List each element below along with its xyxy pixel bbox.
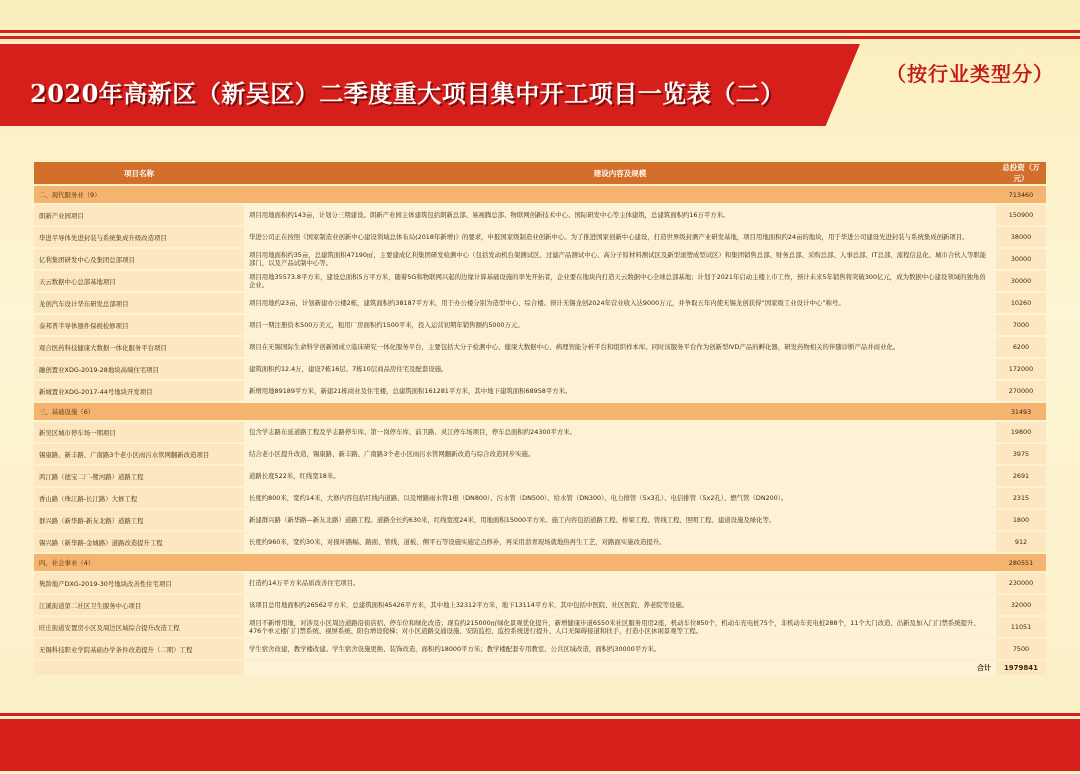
content-cell: 新增用地89189平方米，新建21栋商业及住宅楼，总建筑面积161281平方米，其中地下建筑面积68958平方米。 [244, 381, 996, 401]
table-row [34, 595, 1046, 615]
page-subtitle: （按行业类型分） [886, 62, 1054, 86]
project-name-cell: 四、社会事业（4） [34, 554, 244, 571]
bottom-decorative-band [0, 713, 1080, 774]
investment-cell: 912 [996, 532, 1046, 552]
table-row [34, 639, 1046, 659]
investment-cell: 32000 [996, 595, 1046, 615]
project-name-cell: 华进半导体先进封装与系统集成升级改造项目 [34, 227, 244, 247]
project-name-cell: 亿利集团研发中心及集团总部项目 [34, 249, 244, 269]
table-row [34, 488, 1046, 508]
category-row [34, 186, 1046, 203]
table-row [34, 359, 1046, 379]
top-decorative-stripes [0, 30, 1080, 44]
investment-cell: 3975 [996, 444, 1046, 464]
page-title: 2020年高新区（新吴区）二季度重大项目集中开工项目一览表（二） [30, 79, 785, 108]
project-name-cell: 江溪街道第二社区卫生服务中心项目 [34, 595, 244, 615]
project-name-cell: 隽龄地产DXG-2019-30号地块改善性住宅项目 [34, 573, 244, 593]
content-cell: 新建群兴路（新华路—新友北路）道路工程。道路全长约630米，红线宽度24米，用地面积15000平方米。施工内容包括道路工程、桥梁工程、管线工程、照明工程、建道设施及绿化等。 [244, 510, 996, 530]
content-cell: 该项目总用地面积约26562平方米，总建筑面积45426平方米，其中地上32312平方米，地下13114平方米，其中包括中医院、社区医院、养老院等设施。 [244, 595, 996, 615]
table-row [34, 271, 1046, 291]
project-name-cell: 天云数据中心总部基地项目 [34, 271, 244, 291]
project-name-cell: 新吴区城市停车场一期项目 [34, 422, 244, 442]
table-header-row [34, 162, 1046, 184]
investment-cell: 2315 [996, 488, 1046, 508]
project-name-cell: 锡兴路（新华路-金城路）道路改造提升工程 [34, 532, 244, 552]
content-cell: 项目一期注册资本500万美元，租用厂房面积约1500平米，投入运营初期年销售额约5000万元。 [244, 315, 996, 335]
content-cell: 建筑面积约12.4万，建设7栋16层、7栋10层商品房住宅及配套设施。 [244, 359, 996, 379]
header-project-name: 项目名称 [34, 162, 244, 184]
table-row [34, 532, 1046, 552]
total-label: 合计 [244, 661, 996, 675]
investment-cell: 6200 [996, 337, 1046, 357]
table-row [34, 293, 1046, 313]
project-name-cell: 泰邦普半导体器件保税检修项目 [34, 315, 244, 335]
table-row [34, 466, 1046, 486]
content-cell: 项目用地面积约143亩，计划分三期建设。朗新产业园主体建筑包括朗新总部、易视腾总部、物联网创新技术中心、国际研发中心等主体建筑，总建筑面积约16万平方米。 [244, 205, 996, 225]
investment-cell: 280551 [996, 554, 1046, 571]
total-value: 1979841 [996, 661, 1046, 675]
project-name-cell: 鸿江路（德宝二厂-鹭河路）道路工程 [34, 466, 244, 486]
content-cell: 长度约800米，宽约14米，大修内容包括红线内道路、以及增路雨水管1根（DN800）、污水管（DN500）、给水管（DN300）、电力排管（5x3孔）、电信排管（5x2孔）、燃气管（DN200）。 [244, 488, 996, 508]
investment-cell: 10260 [996, 293, 1046, 313]
investment-cell: 150900 [996, 205, 1046, 225]
content-cell: 打造约14万平方米品质改善住宅项目。 [244, 573, 996, 593]
table-row [34, 510, 1046, 530]
content-cell [244, 186, 996, 203]
content-cell: 长度约960米，宽约30米，对损坏路幅、路面、管线、道板、侧平石等设施实施定点修补，再采用沥青现场就地热再生工艺，对路面实施改造提升。 [244, 532, 996, 552]
project-name-cell: 龙创汽车设计华东研发总部项目 [34, 293, 244, 313]
project-name-cell: 观合医药科技健康大数据一体化服务平台项目 [34, 337, 244, 357]
content-cell: 项目不新增用地，对涉及小区周边道路沿街店招、停车位和绿化改造；现有约215000㎡绿化景观优化提升，新增健康步道6550米社区服务用房2座，机动车位850个，机动车充电桩75个，非机动车充电桩288个，11个大门改造、出新及加入门门禁系统提升、476个单元楼门门禁系统、视屏系统、阳台增设爬梯；对小区道路交通设施、安防监控、监控系统进行提升、人口无障碍接道和扶手，打造小区休闲景观等工程。 [244, 617, 996, 637]
project-name-cell: 香山路（珠江路-长江路）大修工程 [34, 488, 244, 508]
table-row [34, 381, 1046, 401]
content-cell [244, 554, 996, 571]
project-name-cell: 无锡科技职业学院基础办学条件改造提升（二期）工程 [34, 639, 244, 659]
investment-cell: 270000 [996, 381, 1046, 401]
table-row [34, 337, 1046, 357]
project-name-cell: 朗新产业园项目 [34, 205, 244, 225]
project-name-cell: 融创置业XDG-2019-28地块高端住宅项目 [34, 359, 244, 379]
content-cell: 项目用地35573.8平方米，建设总面积5万平方米，随着5G和物联网兴起的边缘计算基础设施的率先开拓者，企业要在地块内打造天云数据中心全球总部基地；计划于2021年启动主楼上市工作，预计未来5年销售将突破300亿元，成为数据中心建设领域的独角兽企业。 [244, 271, 996, 291]
project-name-cell: 旺庄街道安置房小区及周边区域综合提升改造工程 [34, 617, 244, 637]
content-cell: 结合老小区提升改造，锡康路、新丰路、广南路3个老小区雨污水管网翻新改造与综合改造同步实施。 [244, 444, 996, 464]
table-body [34, 186, 1046, 675]
investment-cell: 30000 [996, 271, 1046, 291]
content-cell [244, 403, 996, 420]
table-row [34, 422, 1046, 442]
content-cell: 项目用地面积约35亩，总建筑面积47190㎡，主要建成亿利集团研发检测中心（包括发动机台架测试区、过滤产品测试中心、高分子原材料测试区及新型滚塑成型试区）和集团销售总部、财务总部、采购总部、人事总部、IT总部、流程信息化、城市合伙人等职能部门，以及产品试制中心等。 [244, 249, 996, 269]
project-name-cell: 二、现代服务业（9） [34, 186, 244, 203]
investment-cell: 19800 [996, 422, 1046, 442]
header-content: 建设内容及规模 [244, 162, 996, 184]
table-row [34, 227, 1046, 247]
category-row [34, 554, 1046, 571]
investment-cell: 11051 [996, 617, 1046, 637]
investment-cell: 7500 [996, 639, 1046, 659]
header-investment: 总投资（万元） [996, 162, 1046, 184]
project-name-cell: 锡康路、新丰路、广南路3个老小区雨污水管网翻新改造项目 [34, 444, 244, 464]
category-row [34, 403, 1046, 420]
content-cell: 学生宿舍改建，教学楼改建。学生宿舍设施更换、装饰改造，面积约18000平方米；教学楼配套专用教室、公共区域改造，面积约30000平方米。 [244, 639, 996, 659]
table-row [34, 573, 1046, 593]
investment-cell: 713460 [996, 186, 1046, 203]
content-cell: 华进公司正在按照《国家制造业创新中心建设领域总体布局(2018年新增)》的要求，申报国家级制造业创新中心。为了推进国家创新中心建设，打造世界级封测产业研发基地，项目用地面积约24亩的地块，用于华进公司建设先进封装与系统集成创新项目。 [244, 227, 996, 247]
table-row [34, 315, 1046, 335]
investment-cell: 230000 [996, 573, 1046, 593]
total-row [34, 661, 1046, 675]
project-name-cell: 新城置业XDG-2017-44号地块开发项目 [34, 381, 244, 401]
total-spacer [34, 661, 244, 675]
investment-cell: 38000 [996, 227, 1046, 247]
project-table [34, 160, 1046, 677]
investment-cell: 30000 [996, 249, 1046, 269]
investment-cell: 7000 [996, 315, 1046, 335]
content-cell: 项目用地约23亩，计划新建办公楼2栋，建筑面积约38187平方米，用于办公楼分别为造型中心、综合楼。预计无锡龙创2024年营业收入达9000万元，并争取五年内使无锡龙创获得“国家级工业设计中心”称号。 [244, 293, 996, 313]
table-row [34, 249, 1046, 269]
table-row [34, 205, 1046, 225]
content-cell: 道路长度522米，红线宽18米。 [244, 466, 996, 486]
project-name-cell: 群兴路（新华路-新友北路）道路工程 [34, 510, 244, 530]
investment-cell: 2691 [996, 466, 1046, 486]
table-row [34, 617, 1046, 637]
investment-cell: 31493 [996, 403, 1046, 420]
content-cell: 包含学志路东延道路工程及学志路停车库、第一岗停车库、前卫路、灵江停车场项目，停车总面积约24300平方米。 [244, 422, 996, 442]
content-cell: 项目在无锡国际生命科学创新园成立临床研究一体化服务平台，主要包括大分子检测中心、健康大数据中心、病理智能分析平台和组织样本库。同时该服务平台作为创新型IVD产品的孵化器，研发药物相关的伴随诊断产品并商业化。 [244, 337, 996, 357]
table-row [34, 444, 1046, 464]
investment-cell: 1800 [996, 510, 1046, 530]
project-name-cell: 三、基础设施（6） [34, 403, 244, 420]
investment-cell: 172000 [996, 359, 1046, 379]
